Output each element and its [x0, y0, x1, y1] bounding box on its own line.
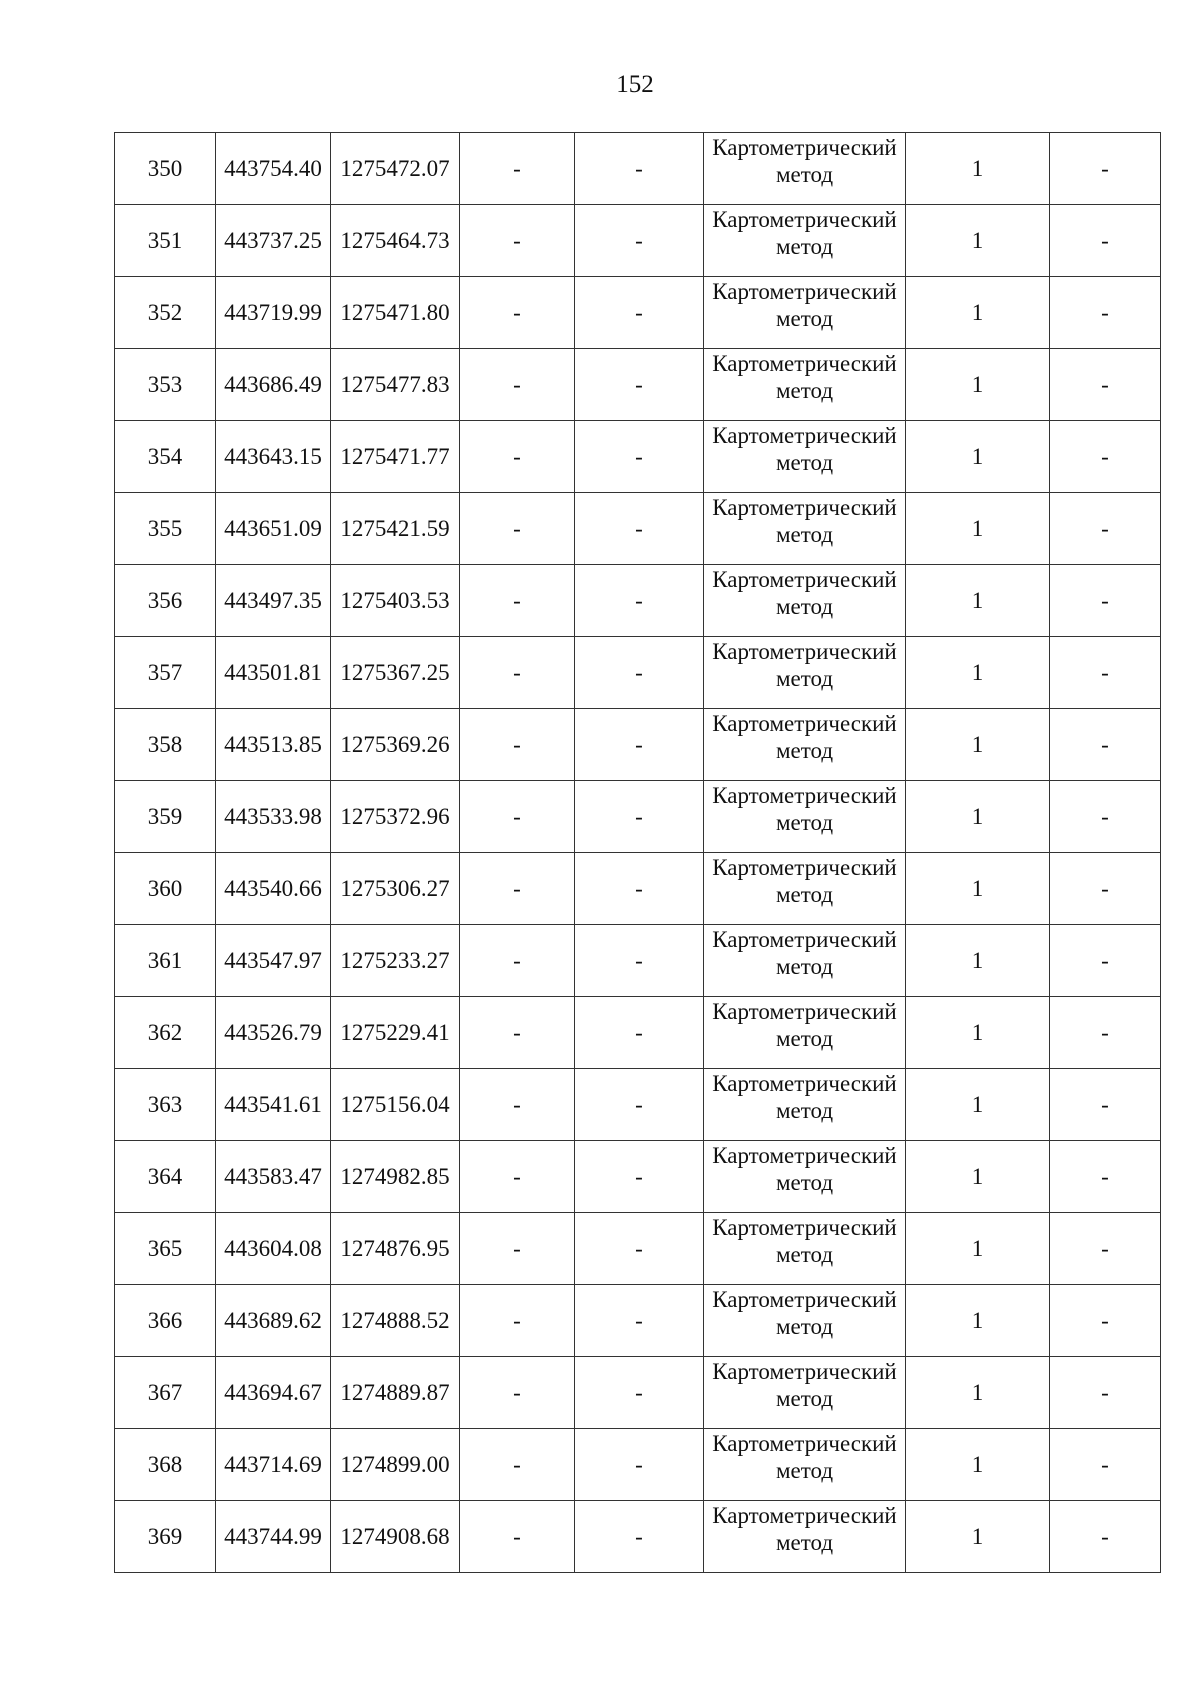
table-row [115, 1141, 1161, 1213]
column-7-cell: 1 [906, 349, 1050, 421]
column-5-cell: - [575, 493, 704, 565]
table-row [115, 349, 1161, 421]
method-line-2: метод [775, 162, 834, 187]
y-coordinate-cell: 1275471.80 [331, 277, 460, 349]
method-line-2: метод [775, 810, 834, 835]
method-line-1: Картометрический [712, 1143, 897, 1168]
method-line-2: метод [775, 522, 834, 547]
column-7-cell: 1 [906, 1141, 1050, 1213]
point-number-cell: 356 [115, 565, 216, 637]
table-row [115, 853, 1161, 925]
x-coordinate-cell: 443694.67 [216, 1357, 331, 1429]
y-coordinate-cell: 1275156.04 [331, 1069, 460, 1141]
column-4-cell: - [460, 1501, 575, 1573]
column-8-cell: - [1050, 1285, 1161, 1357]
y-coordinate-cell: 1275369.26 [331, 709, 460, 781]
column-8-cell: - [1050, 277, 1161, 349]
y-coordinate-cell: 1275477.83 [331, 349, 460, 421]
column-4-cell: - [460, 1213, 575, 1285]
method-cell [704, 421, 906, 493]
column-8-cell: - [1050, 1213, 1161, 1285]
x-coordinate-cell: 443541.61 [216, 1069, 331, 1141]
column-5-cell: - [575, 277, 704, 349]
method-line-1: Картометрический [712, 1359, 897, 1384]
x-coordinate-cell: 443533.98 [216, 781, 331, 853]
point-number-cell: 350 [115, 133, 216, 205]
point-number-cell: 365 [115, 1213, 216, 1285]
column-8-cell: - [1050, 1357, 1161, 1429]
table-row [115, 565, 1161, 637]
column-4-cell: - [460, 277, 575, 349]
column-4-cell: - [460, 565, 575, 637]
point-number-cell: 368 [115, 1429, 216, 1501]
method-line-2: метод [775, 1458, 834, 1483]
x-coordinate-cell: 443643.15 [216, 421, 331, 493]
table-row [115, 637, 1161, 709]
column-7-cell: 1 [906, 1213, 1050, 1285]
method-line-2: метод [775, 1170, 834, 1195]
column-5-cell: - [575, 709, 704, 781]
table-row [115, 1501, 1161, 1573]
method-line-1: Картометрический [712, 1071, 897, 1096]
method-cell [704, 781, 906, 853]
column-4-cell: - [460, 637, 575, 709]
point-number-cell: 354 [115, 421, 216, 493]
column-7-cell: 1 [906, 781, 1050, 853]
method-line-1: Картометрический [712, 423, 897, 448]
y-coordinate-cell: 1275233.27 [331, 925, 460, 997]
column-8-cell: - [1050, 565, 1161, 637]
method-cell [704, 349, 906, 421]
x-coordinate-cell: 443604.08 [216, 1213, 331, 1285]
y-coordinate-cell: 1275421.59 [331, 493, 460, 565]
point-number-cell: 361 [115, 925, 216, 997]
x-coordinate-cell: 443540.66 [216, 853, 331, 925]
method-line-2: метод [775, 234, 834, 259]
table-row [115, 997, 1161, 1069]
method-line-1: Картометрический [712, 207, 897, 232]
column-5-cell: - [575, 781, 704, 853]
method-line-1: Картометрический [712, 495, 897, 520]
column-7-cell: 1 [906, 565, 1050, 637]
y-coordinate-cell: 1274889.87 [331, 1357, 460, 1429]
x-coordinate-cell: 443737.25 [216, 205, 331, 277]
column-7-cell: 1 [906, 709, 1050, 781]
column-4-cell: - [460, 133, 575, 205]
y-coordinate-cell: 1275306.27 [331, 853, 460, 925]
column-5-cell: - [575, 205, 704, 277]
table-body [115, 133, 1161, 1573]
method-line-2: метод [775, 306, 834, 331]
column-5-cell: - [575, 1357, 704, 1429]
y-coordinate-cell: 1274982.85 [331, 1141, 460, 1213]
column-5-cell: - [575, 853, 704, 925]
point-number-cell: 364 [115, 1141, 216, 1213]
column-7-cell: 1 [906, 853, 1050, 925]
table-row [115, 1069, 1161, 1141]
column-4-cell: - [460, 925, 575, 997]
method-cell [704, 1501, 906, 1573]
column-7-cell: 1 [906, 493, 1050, 565]
method-line-2: метод [775, 1530, 834, 1555]
method-line-1: Картометрический [712, 351, 897, 376]
point-number-cell: 363 [115, 1069, 216, 1141]
column-7-cell: 1 [906, 205, 1050, 277]
column-8-cell: - [1050, 1429, 1161, 1501]
y-coordinate-cell: 1275229.41 [331, 997, 460, 1069]
y-coordinate-cell: 1275464.73 [331, 205, 460, 277]
column-8-cell: - [1050, 853, 1161, 925]
method-cell [704, 997, 906, 1069]
point-number-cell: 369 [115, 1501, 216, 1573]
method-cell [704, 637, 906, 709]
y-coordinate-cell: 1275472.07 [331, 133, 460, 205]
point-number-cell: 366 [115, 1285, 216, 1357]
method-cell [704, 277, 906, 349]
method-cell [704, 925, 906, 997]
method-line-2: метод [775, 738, 834, 763]
method-cell [704, 709, 906, 781]
column-4-cell: - [460, 1069, 575, 1141]
method-cell [704, 1213, 906, 1285]
table-row [115, 1213, 1161, 1285]
method-line-1: Картометрический [712, 1287, 897, 1312]
column-5-cell: - [575, 997, 704, 1069]
column-5-cell: - [575, 1069, 704, 1141]
point-number-cell: 362 [115, 997, 216, 1069]
point-number-cell: 358 [115, 709, 216, 781]
x-coordinate-cell: 443497.35 [216, 565, 331, 637]
method-line-2: метод [775, 1386, 834, 1411]
method-line-2: метод [775, 1026, 834, 1051]
column-8-cell: - [1050, 421, 1161, 493]
column-5-cell: - [575, 1429, 704, 1501]
y-coordinate-cell: 1274908.68 [331, 1501, 460, 1573]
method-line-2: метод [775, 1242, 834, 1267]
method-line-2: метод [775, 594, 834, 619]
point-number-cell: 359 [115, 781, 216, 853]
x-coordinate-cell: 443689.62 [216, 1285, 331, 1357]
column-8-cell: - [1050, 1069, 1161, 1141]
y-coordinate-cell: 1275367.25 [331, 637, 460, 709]
method-cell [704, 1285, 906, 1357]
column-7-cell: 1 [906, 1501, 1050, 1573]
column-8-cell: - [1050, 493, 1161, 565]
table-row [115, 1285, 1161, 1357]
column-7-cell: 1 [906, 277, 1050, 349]
column-8-cell: - [1050, 133, 1161, 205]
method-line-1: Картометрический [712, 639, 897, 664]
method-line-1: Картометрический [712, 711, 897, 736]
method-cell [704, 493, 906, 565]
y-coordinate-cell: 1274876.95 [331, 1213, 460, 1285]
column-8-cell: - [1050, 349, 1161, 421]
table-row [115, 709, 1161, 781]
method-cell [704, 853, 906, 925]
method-line-2: метод [775, 882, 834, 907]
column-7-cell: 1 [906, 925, 1050, 997]
x-coordinate-cell: 443754.40 [216, 133, 331, 205]
column-5-cell: - [575, 1141, 704, 1213]
method-line-1: Картометрический [712, 567, 897, 592]
method-line-2: метод [775, 450, 834, 475]
x-coordinate-cell: 443719.99 [216, 277, 331, 349]
y-coordinate-cell: 1275403.53 [331, 565, 460, 637]
point-number-cell: 351 [115, 205, 216, 277]
column-4-cell: - [460, 421, 575, 493]
point-number-cell: 367 [115, 1357, 216, 1429]
column-8-cell: - [1050, 205, 1161, 277]
column-7-cell: 1 [906, 1429, 1050, 1501]
method-line-1: Картометрический [712, 1431, 897, 1456]
column-5-cell: - [575, 133, 704, 205]
column-5-cell: - [575, 925, 704, 997]
method-cell [704, 133, 906, 205]
method-line-1: Картометрический [712, 1215, 897, 1240]
method-cell [704, 1357, 906, 1429]
point-number-cell: 355 [115, 493, 216, 565]
table-row [115, 1429, 1161, 1501]
y-coordinate-cell: 1275471.77 [331, 421, 460, 493]
column-7-cell: 1 [906, 133, 1050, 205]
method-cell [704, 1141, 906, 1213]
table-row [115, 925, 1161, 997]
point-number-cell: 352 [115, 277, 216, 349]
column-7-cell: 1 [906, 1357, 1050, 1429]
column-4-cell: - [460, 1285, 575, 1357]
column-4-cell: - [460, 493, 575, 565]
column-4-cell: - [460, 997, 575, 1069]
column-7-cell: 1 [906, 421, 1050, 493]
point-number-cell: 357 [115, 637, 216, 709]
method-line-1: Картометрический [712, 783, 897, 808]
table-row [115, 133, 1161, 205]
table-row [115, 781, 1161, 853]
method-line-1: Картометрический [712, 855, 897, 880]
column-7-cell: 1 [906, 1069, 1050, 1141]
column-8-cell: - [1050, 781, 1161, 853]
point-number-cell: 360 [115, 853, 216, 925]
method-line-2: метод [775, 1314, 834, 1339]
column-7-cell: 1 [906, 637, 1050, 709]
column-8-cell: - [1050, 709, 1161, 781]
column-4-cell: - [460, 349, 575, 421]
y-coordinate-cell: 1274888.52 [331, 1285, 460, 1357]
method-line-1: Картометрический [712, 135, 897, 160]
method-line-2: метод [775, 1098, 834, 1123]
coordinates-table [114, 132, 1161, 1573]
method-line-1: Картометрический [712, 999, 897, 1024]
column-4-cell: - [460, 1357, 575, 1429]
method-line-2: метод [775, 666, 834, 691]
method-cell [704, 1429, 906, 1501]
point-number-cell: 353 [115, 349, 216, 421]
x-coordinate-cell: 443583.47 [216, 1141, 331, 1213]
x-coordinate-cell: 443686.49 [216, 349, 331, 421]
method-line-2: метод [775, 378, 834, 403]
column-4-cell: - [460, 853, 575, 925]
column-5-cell: - [575, 1213, 704, 1285]
method-cell [704, 1069, 906, 1141]
column-5-cell: - [575, 637, 704, 709]
column-7-cell: 1 [906, 997, 1050, 1069]
page-number: 152 [616, 71, 654, 98]
y-coordinate-cell: 1275372.96 [331, 781, 460, 853]
table-row [115, 493, 1161, 565]
column-4-cell: - [460, 1141, 575, 1213]
table-row [115, 421, 1161, 493]
method-cell [704, 205, 906, 277]
column-8-cell: - [1050, 637, 1161, 709]
column-4-cell: - [460, 781, 575, 853]
column-5-cell: - [575, 1285, 704, 1357]
column-5-cell: - [575, 421, 704, 493]
x-coordinate-cell: 443714.69 [216, 1429, 331, 1501]
x-coordinate-cell: 443501.81 [216, 637, 331, 709]
column-8-cell: - [1050, 925, 1161, 997]
column-5-cell: - [575, 565, 704, 637]
table-row [115, 1357, 1161, 1429]
column-8-cell: - [1050, 997, 1161, 1069]
method-line-2: метод [775, 954, 834, 979]
method-line-1: Картометрический [712, 279, 897, 304]
column-4-cell: - [460, 709, 575, 781]
y-coordinate-cell: 1274899.00 [331, 1429, 460, 1501]
column-4-cell: - [460, 1429, 575, 1501]
column-4-cell: - [460, 205, 575, 277]
column-8-cell: - [1050, 1141, 1161, 1213]
method-cell [704, 565, 906, 637]
x-coordinate-cell: 443744.99 [216, 1501, 331, 1573]
x-coordinate-cell: 443513.85 [216, 709, 331, 781]
x-coordinate-cell: 443526.79 [216, 997, 331, 1069]
x-coordinate-cell: 443651.09 [216, 493, 331, 565]
x-coordinate-cell: 443547.97 [216, 925, 331, 997]
table-row [115, 205, 1161, 277]
column-8-cell: - [1050, 1501, 1161, 1573]
column-5-cell: - [575, 1501, 704, 1573]
table-row [115, 277, 1161, 349]
column-5-cell: - [575, 349, 704, 421]
column-7-cell: 1 [906, 1285, 1050, 1357]
method-line-1: Картометрический [712, 1503, 897, 1528]
method-line-1: Картометрический [712, 927, 897, 952]
